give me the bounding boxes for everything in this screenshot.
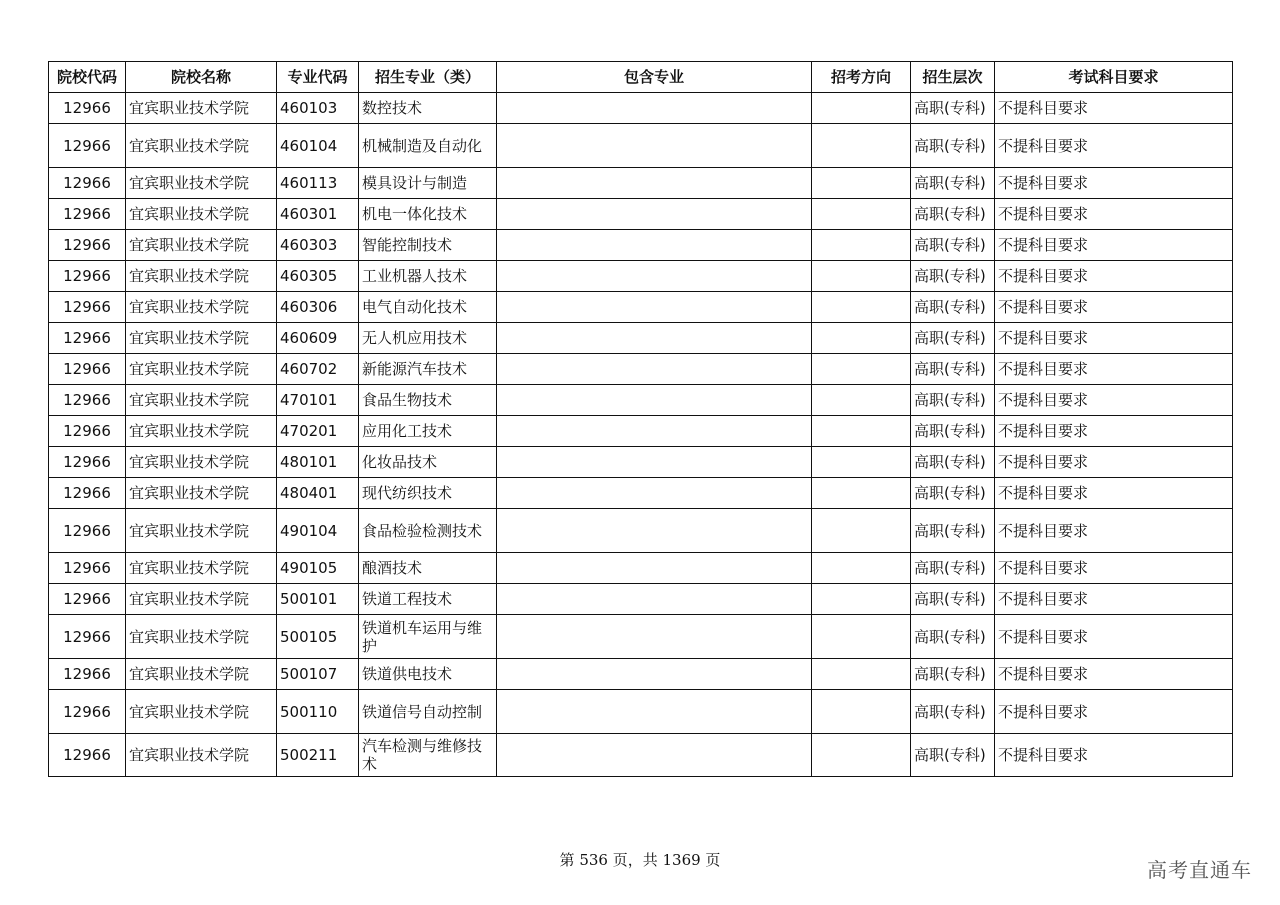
direction-cell: [812, 478, 911, 509]
header-major-code: 专业代码: [277, 62, 359, 93]
school-code-cell: 12966: [49, 323, 126, 354]
major-cell: 应用化工技术: [359, 416, 497, 447]
major-cell: 机电一体化技术: [359, 199, 497, 230]
requirement-cell: 不提科目要求: [995, 615, 1233, 659]
school-code-cell: 12966: [49, 734, 126, 777]
level-cell: 高职(专科): [911, 199, 995, 230]
major-cell: 食品生物技术: [359, 385, 497, 416]
requirement-cell: 不提科目要求: [995, 385, 1233, 416]
major-code-cell: 500107: [277, 659, 359, 690]
table-header-row: [49, 62, 1233, 93]
included-majors-cell: [497, 584, 812, 615]
table-row: [49, 615, 1233, 659]
direction-cell: [812, 354, 911, 385]
header-direction: 招考方向: [812, 62, 911, 93]
school-code-cell: 12966: [49, 93, 126, 124]
level-cell: 高职(专科): [911, 659, 995, 690]
school-name-cell: 宜宾职业技术学院: [126, 261, 277, 292]
major-code-cell: 490105: [277, 553, 359, 584]
table-row: [49, 124, 1233, 168]
direction-cell: [812, 385, 911, 416]
school-name-cell: 宜宾职业技术学院: [126, 292, 277, 323]
level-cell: 高职(专科): [911, 261, 995, 292]
school-code-cell: 12966: [49, 199, 126, 230]
requirement-cell: 不提科目要求: [995, 478, 1233, 509]
major-code-cell: 500211: [277, 734, 359, 777]
major-cell: 铁道机车运用与维护: [359, 615, 497, 659]
direction-cell: [812, 447, 911, 478]
requirement-cell: 不提科目要求: [995, 323, 1233, 354]
requirement-cell: 不提科目要求: [995, 690, 1233, 734]
table-row: [49, 323, 1233, 354]
requirement-cell: 不提科目要求: [995, 199, 1233, 230]
major-code-cell: 500105: [277, 615, 359, 659]
table-row: [49, 230, 1233, 261]
major-code-cell: 460306: [277, 292, 359, 323]
major-cell: 铁道信号自动控制: [359, 690, 497, 734]
school-name-cell: 宜宾职业技术学院: [126, 659, 277, 690]
level-cell: 高职(专科): [911, 93, 995, 124]
table-row: [49, 478, 1233, 509]
major-cell: 新能源汽车技术: [359, 354, 497, 385]
major-code-cell: 470101: [277, 385, 359, 416]
level-cell: 高职(专科): [911, 690, 995, 734]
requirement-cell: 不提科目要求: [995, 447, 1233, 478]
included-majors-cell: [497, 93, 812, 124]
table-row: [49, 509, 1233, 553]
direction-cell: [812, 615, 911, 659]
table-row: [49, 93, 1233, 124]
included-majors-cell: [497, 478, 812, 509]
major-cell: 无人机应用技术: [359, 323, 497, 354]
level-cell: 高职(专科): [911, 416, 995, 447]
requirement-cell: 不提科目要求: [995, 168, 1233, 199]
level-cell: 高职(专科): [911, 734, 995, 777]
level-cell: 高职(专科): [911, 354, 995, 385]
level-cell: 高职(专科): [911, 323, 995, 354]
school-name-cell: 宜宾职业技术学院: [126, 615, 277, 659]
major-cell: 机械制造及自动化: [359, 124, 497, 168]
requirement-cell: 不提科目要求: [995, 553, 1233, 584]
header-school-code: 院校代码: [49, 62, 126, 93]
direction-cell: [812, 199, 911, 230]
major-code-cell: 460103: [277, 93, 359, 124]
school-code-cell: 12966: [49, 385, 126, 416]
table-row: [49, 416, 1233, 447]
included-majors-cell: [497, 168, 812, 199]
direction-cell: [812, 93, 911, 124]
requirement-cell: 不提科目要求: [995, 584, 1233, 615]
major-cell: 酿酒技术: [359, 553, 497, 584]
school-code-cell: 12966: [49, 168, 126, 199]
header-requirement: 考试科目要求: [995, 62, 1233, 93]
table-body: [49, 93, 1233, 777]
direction-cell: [812, 734, 911, 777]
level-cell: 高职(专科): [911, 168, 995, 199]
requirement-cell: 不提科目要求: [995, 509, 1233, 553]
major-cell: 现代纺织技术: [359, 478, 497, 509]
table-row: [49, 690, 1233, 734]
level-cell: 高职(专科): [911, 478, 995, 509]
direction-cell: [812, 509, 911, 553]
major-cell: 数控技术: [359, 93, 497, 124]
major-cell: 工业机器人技术: [359, 261, 497, 292]
school-code-cell: 12966: [49, 447, 126, 478]
major-cell: 模具设计与制造: [359, 168, 497, 199]
major-code-cell: 460113: [277, 168, 359, 199]
school-code-cell: 12966: [49, 416, 126, 447]
table-row: [49, 385, 1233, 416]
header-major: 招生专业（类）: [359, 62, 497, 93]
school-code-cell: 12966: [49, 230, 126, 261]
table-row: [49, 168, 1233, 199]
school-name-cell: 宜宾职业技术学院: [126, 584, 277, 615]
level-cell: 高职(专科): [911, 385, 995, 416]
included-majors-cell: [497, 124, 812, 168]
major-code-cell: 460301: [277, 199, 359, 230]
school-name-cell: 宜宾职业技术学院: [126, 199, 277, 230]
direction-cell: [812, 416, 911, 447]
table-row: [49, 261, 1233, 292]
level-cell: 高职(专科): [911, 292, 995, 323]
school-code-cell: 12966: [49, 292, 126, 323]
table-row: [49, 292, 1233, 323]
direction-cell: [812, 230, 911, 261]
included-majors-cell: [497, 690, 812, 734]
included-majors-cell: [497, 354, 812, 385]
level-cell: 高职(专科): [911, 230, 995, 261]
major-code-cell: 500110: [277, 690, 359, 734]
watermark: 高考直通车: [1147, 858, 1252, 882]
major-code-cell: 470201: [277, 416, 359, 447]
major-code-cell: 480401: [277, 478, 359, 509]
requirement-cell: 不提科目要求: [995, 416, 1233, 447]
direction-cell: [812, 261, 911, 292]
included-majors-cell: [497, 553, 812, 584]
included-majors-cell: [497, 615, 812, 659]
school-name-cell: 宜宾职业技术学院: [126, 690, 277, 734]
major-cell: 电气自动化技术: [359, 292, 497, 323]
page-number: 第 536 页，共 1369 页: [559, 851, 721, 869]
included-majors-cell: [497, 323, 812, 354]
table-row: [49, 199, 1233, 230]
direction-cell: [812, 553, 911, 584]
major-cell: 化妆品技术: [359, 447, 497, 478]
included-majors-cell: [497, 509, 812, 553]
school-name-cell: 宜宾职业技术学院: [126, 323, 277, 354]
major-code-cell: 460305: [277, 261, 359, 292]
direction-cell: [812, 124, 911, 168]
header-school-name: 院校名称: [126, 62, 277, 93]
school-code-cell: 12966: [49, 124, 126, 168]
school-name-cell: 宜宾职业技术学院: [126, 168, 277, 199]
major-cell: 食品检验检测技术: [359, 509, 497, 553]
level-cell: 高职(专科): [911, 509, 995, 553]
school-name-cell: 宜宾职业技术学院: [126, 734, 277, 777]
major-code-cell: 460104: [277, 124, 359, 168]
school-code-cell: 12966: [49, 690, 126, 734]
school-code-cell: 12966: [49, 615, 126, 659]
requirement-cell: 不提科目要求: [995, 93, 1233, 124]
major-code-cell: 500101: [277, 584, 359, 615]
requirement-cell: 不提科目要求: [995, 124, 1233, 168]
included-majors-cell: [497, 230, 812, 261]
requirement-cell: 不提科目要求: [995, 261, 1233, 292]
school-code-cell: 12966: [49, 509, 126, 553]
included-majors-cell: [497, 385, 812, 416]
table-row: [49, 354, 1233, 385]
school-code-cell: 12966: [49, 354, 126, 385]
school-code-cell: 12966: [49, 478, 126, 509]
table-row: [49, 447, 1233, 478]
school-name-cell: 宜宾职业技术学院: [126, 385, 277, 416]
major-cell: 铁道供电技术: [359, 659, 497, 690]
major-code-cell: 490104: [277, 509, 359, 553]
level-cell: 高职(专科): [911, 553, 995, 584]
major-code-cell: 480101: [277, 447, 359, 478]
major-cell: 智能控制技术: [359, 230, 497, 261]
direction-cell: [812, 168, 911, 199]
included-majors-cell: [497, 416, 812, 447]
school-name-cell: 宜宾职业技术学院: [126, 230, 277, 261]
major-cell: 铁道工程技术: [359, 584, 497, 615]
table-row: [49, 734, 1233, 777]
level-cell: 高职(专科): [911, 615, 995, 659]
school-name-cell: 宜宾职业技术学院: [126, 354, 277, 385]
school-name-cell: 宜宾职业技术学院: [126, 509, 277, 553]
school-name-cell: 宜宾职业技术学院: [126, 478, 277, 509]
school-code-cell: 12966: [49, 553, 126, 584]
included-majors-cell: [497, 261, 812, 292]
school-code-cell: 12966: [49, 261, 126, 292]
requirement-cell: 不提科目要求: [995, 734, 1233, 777]
requirement-cell: 不提科目要求: [995, 354, 1233, 385]
major-cell: 汽车检测与维修技术: [359, 734, 497, 777]
school-name-cell: 宜宾职业技术学院: [126, 416, 277, 447]
requirement-cell: 不提科目要求: [995, 230, 1233, 261]
included-majors-cell: [497, 292, 812, 323]
direction-cell: [812, 292, 911, 323]
direction-cell: [812, 584, 911, 615]
requirement-cell: 不提科目要求: [995, 659, 1233, 690]
direction-cell: [812, 690, 911, 734]
direction-cell: [812, 659, 911, 690]
level-cell: 高职(专科): [911, 124, 995, 168]
included-majors-cell: [497, 199, 812, 230]
major-code-cell: 460303: [277, 230, 359, 261]
header-included-majors: 包含专业: [497, 62, 812, 93]
table-row: [49, 553, 1233, 584]
major-code-cell: 460702: [277, 354, 359, 385]
requirement-cell: 不提科目要求: [995, 292, 1233, 323]
major-code-cell: 460609: [277, 323, 359, 354]
school-code-cell: 12966: [49, 584, 126, 615]
school-name-cell: 宜宾职业技术学院: [126, 447, 277, 478]
table-row: [49, 584, 1233, 615]
school-code-cell: 12966: [49, 659, 126, 690]
included-majors-cell: [497, 447, 812, 478]
school-name-cell: 宜宾职业技术学院: [126, 553, 277, 584]
included-majors-cell: [497, 734, 812, 777]
school-name-cell: 宜宾职业技术学院: [126, 93, 277, 124]
direction-cell: [812, 323, 911, 354]
level-cell: 高职(专科): [911, 584, 995, 615]
header-level: 招生层次: [911, 62, 995, 93]
included-majors-cell: [497, 659, 812, 690]
table-row: [49, 659, 1233, 690]
admissions-table: [48, 61, 1233, 777]
level-cell: 高职(专科): [911, 447, 995, 478]
school-name-cell: 宜宾职业技术学院: [126, 124, 277, 168]
